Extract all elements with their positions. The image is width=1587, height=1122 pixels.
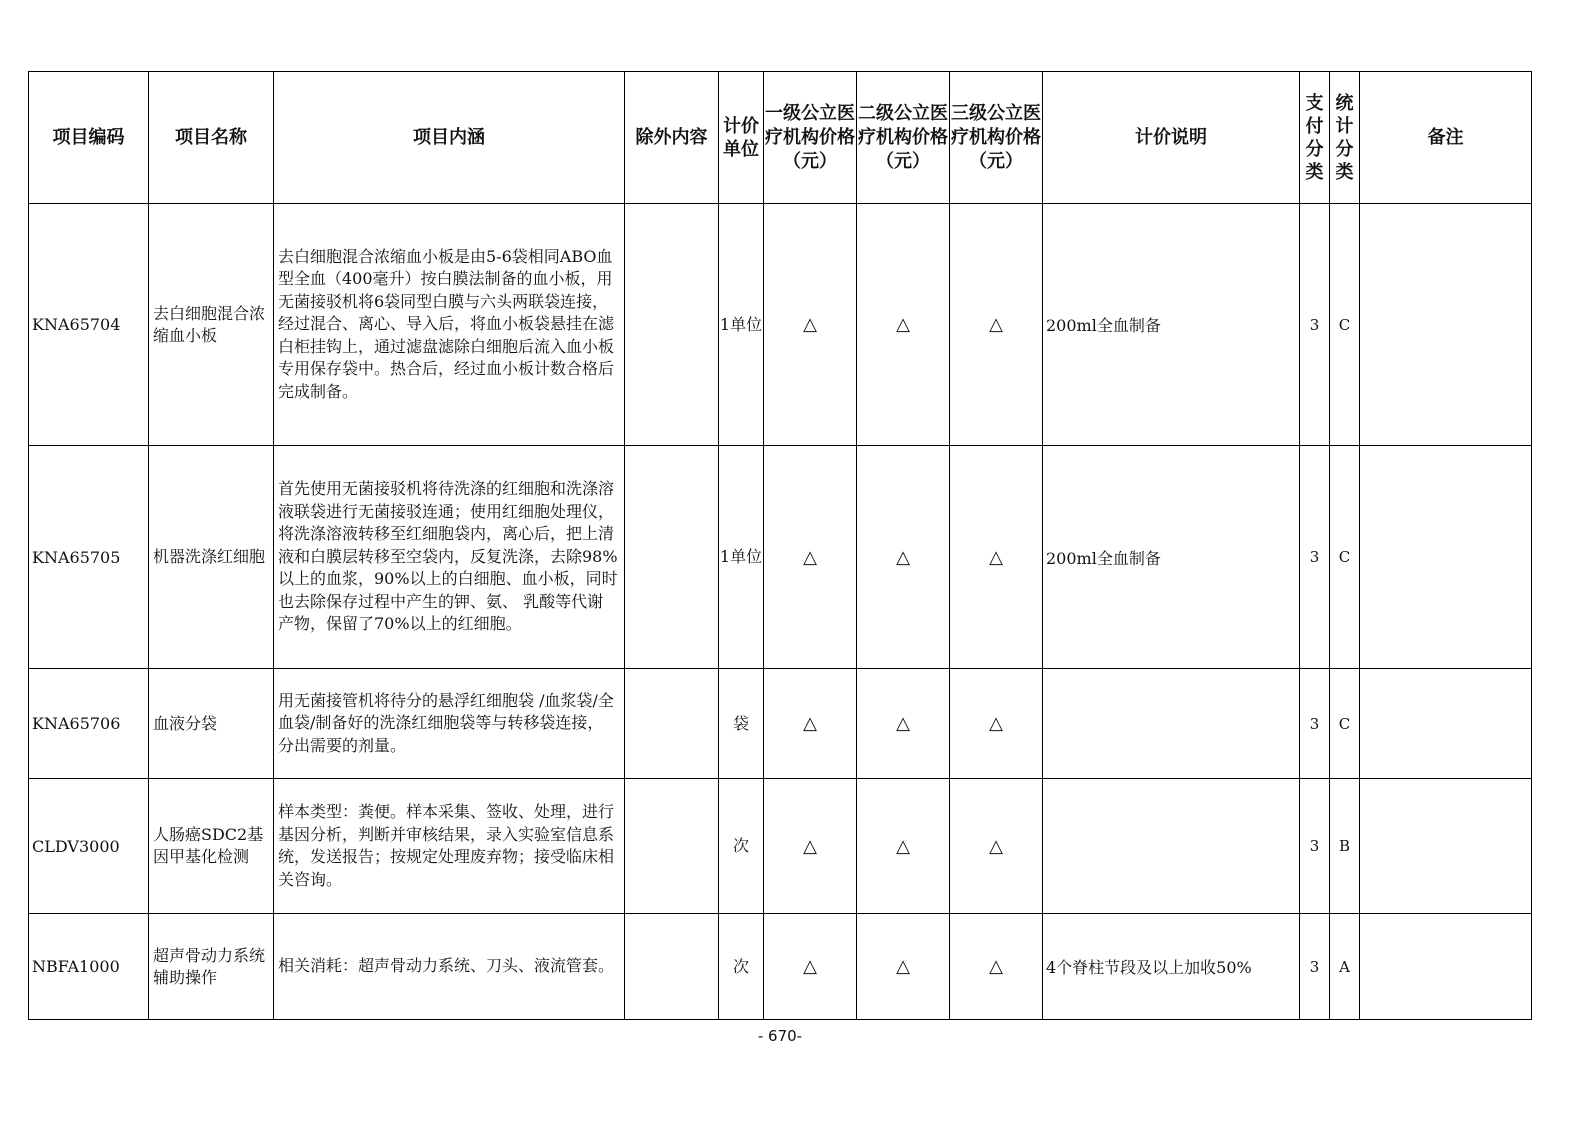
item-code: NBFA1000 [29,914,149,1020]
item-payment-class: 3 [1300,669,1330,779]
item-name: 超声骨动力系统辅助操作 [149,914,274,1020]
item-payment-class: 3 [1300,204,1330,446]
item-name: 去白细胞混合浓缩血小板 [149,204,274,446]
item-unit: 次 [719,779,764,914]
item-payment-class: 3 [1300,779,1330,914]
item-pricing-note [1043,669,1300,779]
table-row [29,779,1532,914]
item-price-level1: △ [764,669,857,779]
item-code: KNA65704 [29,204,149,446]
item-stat-class: C [1330,446,1360,669]
item-exclusion [625,204,719,446]
item-pricing-note: 200ml全血制备 [1043,204,1300,446]
item-remark [1360,669,1532,779]
item-pricing-note: 200ml全血制备 [1043,446,1300,669]
header-stat-class: 统计分类 [1330,72,1360,204]
item-content: 相关消耗：超声骨动力系统、刀头、液流管套。 [274,914,625,1020]
item-stat-class: A [1330,914,1360,1020]
item-unit: 1单位 [719,446,764,669]
item-content: 用无菌接管机将待分的悬浮红细胞袋 /血浆袋/全血袋/制备好的洗涤红细胞袋等与转移袋连接，分出需要的剂量。 [274,669,625,779]
item-exclusion [625,779,719,914]
item-price-level2: △ [857,914,950,1020]
item-exclusion [625,669,719,779]
item-price-level1: △ [764,914,857,1020]
header-unit: 计价单位 [719,72,764,204]
item-code: KNA65706 [29,669,149,779]
item-payment-class: 3 [1300,446,1330,669]
item-unit: 次 [719,914,764,1020]
item-content: 首先使用无菌接驳机将待洗涤的红细胞和洗涤溶液联袋进行无菌接驳连通；使用红细胞处理仪，将洗涤溶液转移至红细胞袋内，离心后，把上清液和白膜层转移至空袋内，反复洗涤，去除98%以上的血浆，90%以上的白细胞、血小板，同时也去除保存过程中产生的钾、氨、 乳酸等代谢产物，保留了70%以上的红细胞。 [274,446,625,669]
header-price-level3: 三级公立医疗机构价格（元） [950,72,1043,204]
item-pricing-note [1043,779,1300,914]
item-unit: 袋 [719,669,764,779]
item-payment-class: 3 [1300,914,1330,1020]
header-price-level2: 二级公立医疗机构价格（元） [857,72,950,204]
item-price-level2: △ [857,204,950,446]
item-price-level2: △ [857,669,950,779]
item-price-level3: △ [950,204,1043,446]
item-price-level3: △ [950,914,1043,1020]
item-price-level1: △ [764,204,857,446]
table-header-row [29,72,1532,204]
header-payment-class: 支付分类 [1300,72,1330,204]
item-stat-class: B [1330,779,1360,914]
table-row [29,204,1532,446]
page-number: - 670- [757,1027,803,1045]
item-remark [1360,446,1532,669]
item-price-level1: △ [764,446,857,669]
header-name: 项目名称 [149,72,274,204]
header-pricing-note: 计价说明 [1043,72,1300,204]
header-exclusion: 除外内容 [625,72,719,204]
item-stat-class: C [1330,204,1360,446]
header-remarks: 备注 [1360,72,1532,204]
item-name: 人肠癌SDC2基因甲基化检测 [149,779,274,914]
item-pricing-note: 4个脊柱节段及以上加收50% [1043,914,1300,1020]
item-content: 去白细胞混合浓缩血小板是由5-6袋相同ABO血型全血（400毫升）按白膜法制备的血小板，用无菌接驳机将6袋同型白膜与六头两联袋连接，经过混合、离心、导入后，将血小板袋悬挂在滤白柜挂钩上，通过滤盘滤除白细胞后流入血小板专用保存袋中。热合后，经过血小板计数合格后完成制备。 [274,204,625,446]
item-price-level2: △ [857,446,950,669]
header-content: 项目内涵 [274,72,625,204]
item-price-level1: △ [764,779,857,914]
pricing-table [28,71,1532,1020]
table-row [29,914,1532,1020]
item-remark [1360,779,1532,914]
item-remark [1360,204,1532,446]
item-exclusion [625,914,719,1020]
item-code: KNA65705 [29,446,149,669]
item-name: 机器洗涤红细胞 [149,446,274,669]
table-row [29,446,1532,669]
item-exclusion [625,446,719,669]
table-row [29,669,1532,779]
header-price-level1: 一级公立医疗机构价格（元） [764,72,857,204]
item-name: 血液分袋 [149,669,274,779]
item-stat-class: C [1330,669,1360,779]
header-code: 项目编码 [29,72,149,204]
item-price-level3: △ [950,779,1043,914]
item-price-level3: △ [950,446,1043,669]
item-price-level3: △ [950,669,1043,779]
item-code: CLDV3000 [29,779,149,914]
item-unit: 1单位 [719,204,764,446]
item-remark [1360,914,1532,1020]
item-content: 样本类型：粪便。样本采集、签收、处理，进行基因分析，判断并审核结果，录入实验室信息系统，发送报告；按规定处理废弃物；接受临床相关咨询。 [274,779,625,914]
item-price-level2: △ [857,779,950,914]
